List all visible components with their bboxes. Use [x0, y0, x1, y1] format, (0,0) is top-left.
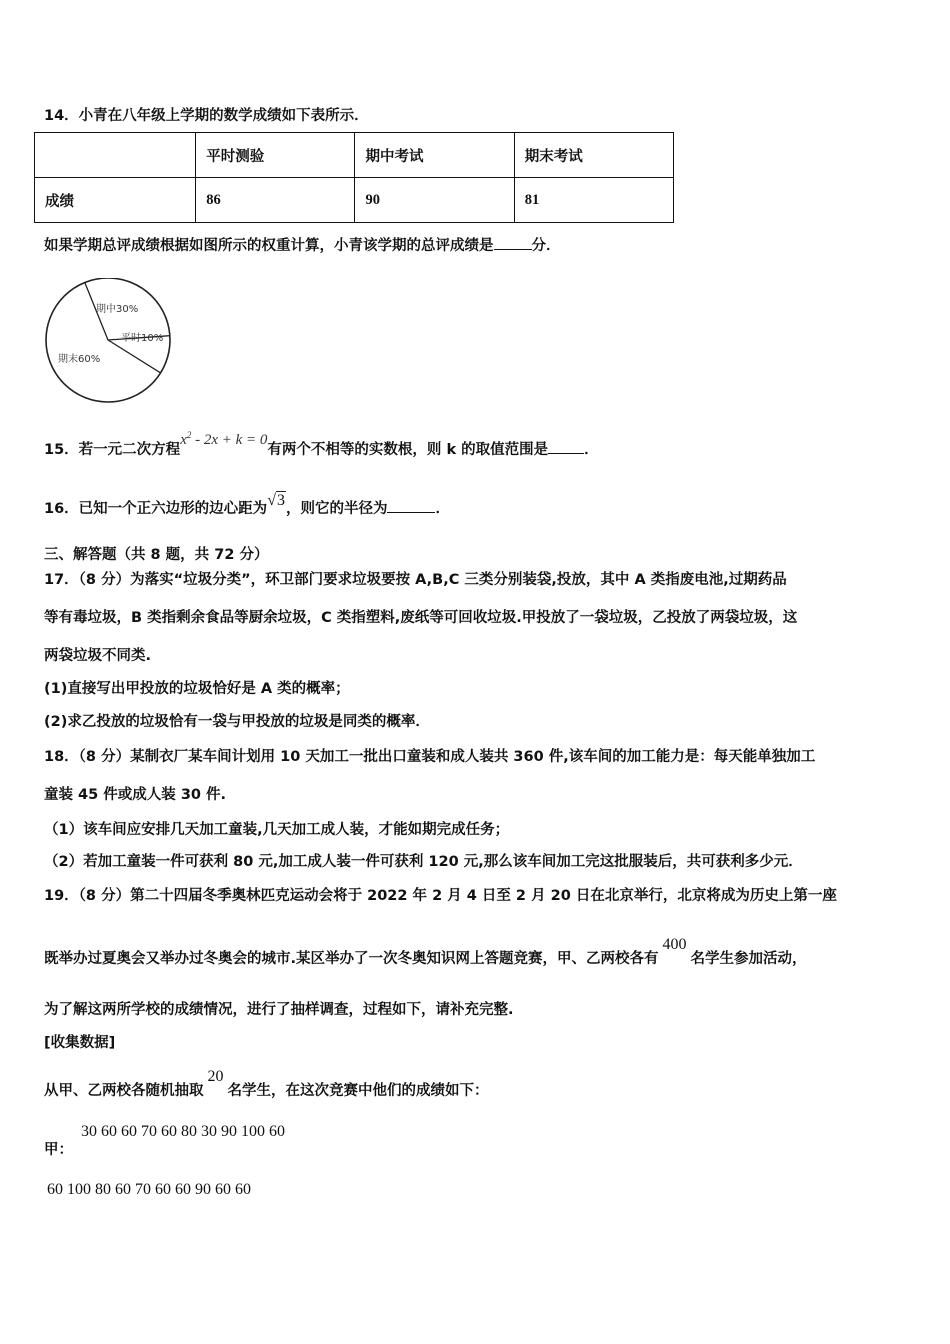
q17-line-1: 17．（8 分）为落实“垃圾分类”，环卫部门要求垃圾要按 A,B,C 三类分别装袋,投放，其中 A 类指废电池,过期药品 [44, 572, 787, 588]
q17-line-3: 两袋垃圾不同类. [44, 648, 152, 664]
q15-eq-exp: 2 [186, 430, 192, 440]
q16-end: ． [435, 501, 450, 517]
q15-eq-rest: - 2x + k = 0 [191, 432, 268, 448]
q16-post: ，则它的半径为 [285, 501, 388, 517]
q16-pre: 16．已知一个正六边形的边心距为 [44, 501, 268, 517]
table-header-row [35, 133, 674, 178]
q16-line [44, 492, 450, 518]
q19-line-1: 19．（8 分）第二十四届冬季奥林匹克运动会将于 2022 年 2 月 4 日至 2 月 20 日在北京举行，北京将成为历史上第一座 [44, 888, 837, 904]
pie-label-final: 期末60% [58, 354, 101, 365]
q18-sub-2: （2）若加工童装一件可获利 80 元,加工成人装一件可获利 120 元,那么该车间加工完这批服装后，共可获利多少元． [44, 854, 803, 870]
q18-line-1: 18．（8 分）某制衣厂某车间计划用 10 天加工一批出口童装和成人装共 360 件,该车间的加工能力是：每天能单独加工 [44, 749, 816, 765]
sample-pre: 从甲、乙两校各随机抽取 [44, 1083, 204, 1099]
q19-student-count: 400 [662, 936, 687, 953]
q19-line-2-post: 名学生参加活动， [690, 951, 807, 967]
pie-label-regular: 平时10% [121, 333, 164, 344]
table-header-empty [35, 133, 196, 178]
q18-line-2: 童装 45 件或成人装 30 件. [44, 787, 227, 803]
radical-sign: √ [267, 492, 276, 509]
answer-blank [494, 235, 532, 250]
table-header-midterm: 期中考试 [355, 133, 514, 178]
q14-question [44, 234, 561, 255]
score-table [34, 132, 674, 223]
table-row-label: 成绩 [35, 178, 196, 223]
q14-question-text: 如果学期总评成绩根据如图所示的权重计算，小青该学期的总评成绩是 [44, 238, 494, 254]
q15-line [44, 430, 599, 459]
q19-line-2 [44, 936, 807, 968]
table-cell-midterm: 90 [355, 178, 514, 223]
section-heading: 三、解答题（共 8 题，共 72 分） [44, 547, 269, 563]
answer-blank [387, 498, 435, 513]
q15-end: ． [584, 442, 599, 458]
q19-line-2-pre: 既举办过夏奥会又举办过冬奥会的城市.某区举办了一次冬奥知识网上答题竞赛，甲、乙两校各有 [44, 951, 659, 967]
q14-question-end: 分． [531, 238, 561, 254]
table-row [35, 178, 674, 223]
table-header-regular: 平时测验 [196, 133, 355, 178]
pie-label-midterm: 期中30% [96, 304, 139, 315]
sample-size: 20 [207, 1068, 224, 1085]
jia-scores-row-2: 60 100 80 60 70 60 60 90 60 60 [47, 1181, 251, 1198]
q14-text: 14．小青在八年级上学期的数学成绩如下表所示． [44, 108, 369, 124]
q15-post: 有两个不相等的实数根，则 k 的取值范围是 [267, 442, 549, 458]
table-header-final: 期末考试 [514, 133, 673, 178]
q15-eq-x: x [180, 432, 187, 448]
jia-scores-row-1: 30 60 60 70 60 80 30 90 100 60 [81, 1123, 285, 1140]
q18-sub-1: （1）该车间应安排几天加工童装,几天加工成人装，才能如期完成任务； [44, 822, 510, 838]
table-cell-final: 81 [514, 178, 673, 223]
jia-label: 甲： [44, 1142, 73, 1158]
q17-line-2: 等有毒垃圾，B 类指剩余食品等厨余垃圾，C 类指塑料,废纸等可回收垃圾.甲投放了一袋垃圾，乙投放了两袋垃圾，这 [44, 610, 798, 626]
sample-post: 名学生，在这次竞赛中他们的成绩如下： [227, 1083, 489, 1099]
q15-equation [180, 432, 267, 448]
q17-sub-2: (2)求乙投放的垃圾恰有一袋与甲投放的垃圾是同类的概率． [44, 714, 430, 730]
q15-pre: 15．若一元二次方程 [44, 442, 181, 458]
collect-data-heading: [收集数据] [44, 1035, 116, 1051]
q19-line-3: 为了解这两所学校的成绩情况，进行了抽样调查，过程如下，请补充完整. [44, 1002, 514, 1018]
sample-line [44, 1068, 489, 1100]
answer-blank [548, 439, 584, 454]
table-cell-regular: 86 [196, 178, 355, 223]
q17-sub-1: (1)直接写出甲投放的垃圾恰好是 A 类的概率； [44, 681, 350, 697]
radicand: 3 [276, 492, 285, 509]
weight-pie-chart [40, 278, 180, 406]
sqrt-three [267, 492, 286, 510]
